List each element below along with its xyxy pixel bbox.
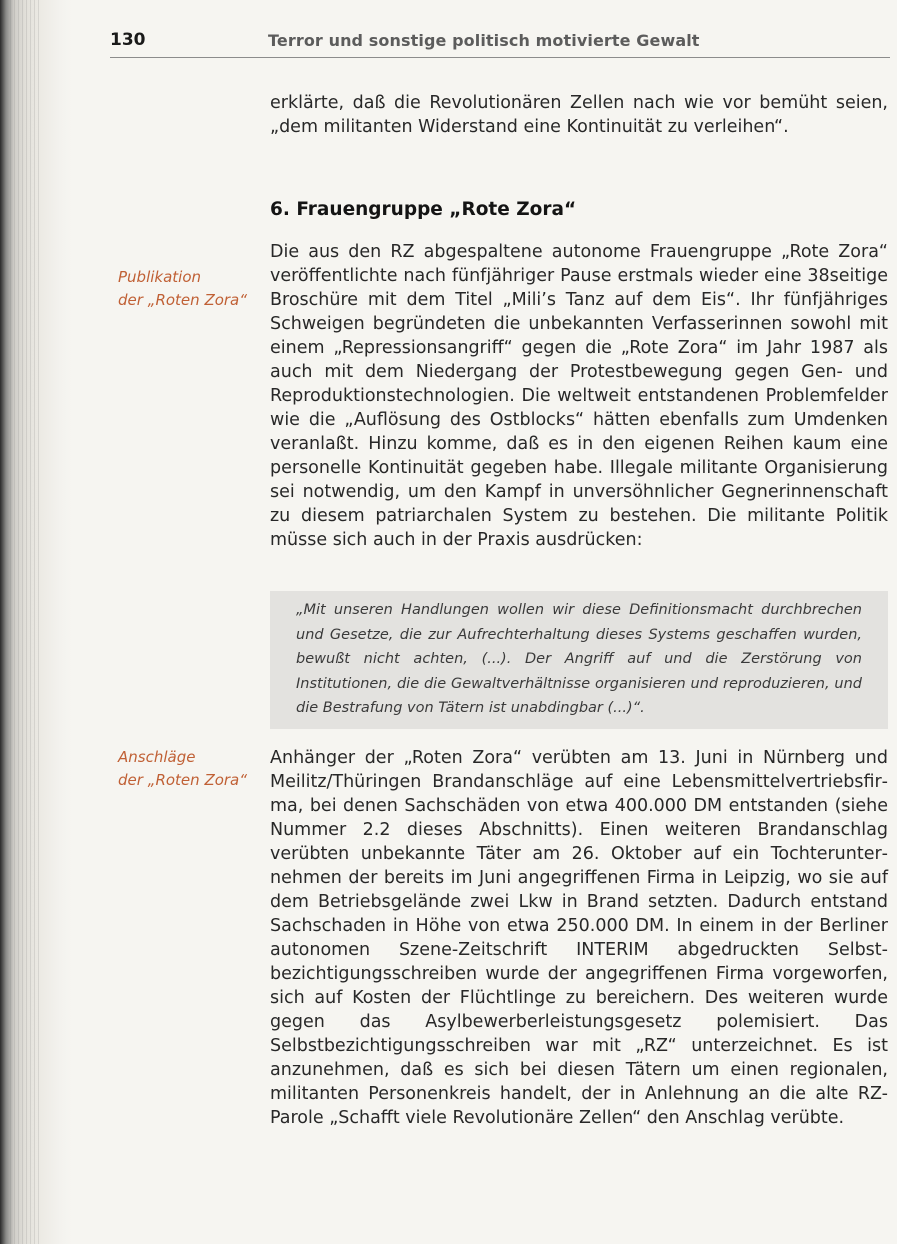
- marginal-note-line: Anschläge: [118, 748, 196, 766]
- page-edge-stripes: [10, 0, 40, 1244]
- section-heading: 6. Frauengruppe „Rote Zora“: [270, 199, 577, 220]
- marginal-note-line: der „Roten Zora“: [118, 771, 248, 789]
- header-rule: [110, 57, 890, 58]
- marginal-note-anschlaege: [118, 746, 268, 792]
- body-paragraph-2: Anhänger der „Roten Zora“ verübten am 13. Juni in Nürnberg und Meilitz/Thüringen Brandanschläge auf eine Lebensmittelvertriebsfirma, bei denen Sachschäden von etwa 400.000 DM entstanden (siehe Nummer 2.2 dieses Abschnitts). Einen weiteren Brandanschlag verübten unbekannte Täter am 26. Oktober auf ein Tochterunternehmen der bereits im Juni angegriffenen Firma in Leipzig, wo sie auf dem Betriebsgelände zwei Lkw in Brand setzten. Dadurch entstand Sachschaden in Höhe von etwa 250.000 DM. In einem in der Berliner autonomen Szene-Zeitschrift INTERIM abgedruckten Selbstbezichtigungsschreiben wurde der angegriffenen Firma vorgeworfen, sich auf Kosten der Flüchtlinge zu bereichern. Des weiteren wurde gegen das Asylbewerberleistungsgesetz polemisiert. Das Selbstbezichtigungsschreiben war mit „RZ“ unterzeichnet. Es ist anzunehmen, daß es sich bei diesen Tätern um einen regionalen, militanten Personenkreis handelt, der in Anlehnung an die alte RZ-Parole „Schafft viele Revolutionäre Zellen“ den Anschlag verübte.: [270, 748, 888, 1128]
- block-quote: „Mit unseren Handlungen wollen wir diese Definitionsmacht durchbrechen und Gesetze, die zur Aufrechterhaltung dieses Systems geschaffen wurden, bewußt nicht achten, (...). Der Angriff auf und die Zerstörung von Institutionen, die die Gewaltverhältnisse organisieren und reproduzieren, und die Bestrafung von Tätern ist unabdingbar (...)“.: [296, 602, 862, 716]
- marginal-note-line: der „Roten Zora“: [118, 291, 248, 309]
- body-paragraph-1: Die aus den RZ abgespaltene autonome Frauengruppe „Rote Zora“ veröffentlichte nach fünfjähriger Pause erstmals wieder eine 38seitige Broschüre mit dem Titel „Mili’s Tanz auf dem Eis“. Ihr fünfjähriges Schweigen begründeten die unbekannten Verfasserinnen sowohl mit einem „Repressionsangriff“ gegen die „Rote Zora“ im Jahr 1987 als auch mit dem Niedergang der Protestbewegung gegen Gen- und Reproduktionstechnologien. Die weltweit entstandenen Problemfelder wie die „Auflösung des Ostblocks“ hätten ebenfalls zum Umdenken veranlaßt. Hinzu komme, daß es in den eigenen Reihen kaum eine personelle Kontinuität gegeben habe. Illegale militante Organisierung sei notwendig, um den Kampf in unversöhnlicher Gegnerinnenschaft zu diesem patriarchalen System zu bestehen. Die militante Politik müsse sich auch in der Praxis ausdrücken:: [270, 242, 888, 550]
- page-number: 130: [110, 30, 146, 50]
- marginal-note-line: Publikation: [118, 268, 202, 286]
- intro-paragraph: erklärte, daß die Revolutionären Zellen nach wie vor bemüht seien, „dem militanten Widerstand eine Kontinuität zu verleihen“.: [270, 93, 888, 137]
- marginal-note-publikation: [118, 266, 268, 312]
- running-title: Terror und sonstige politisch motivierte Gewalt: [268, 31, 700, 50]
- page-header: [110, 26, 890, 56]
